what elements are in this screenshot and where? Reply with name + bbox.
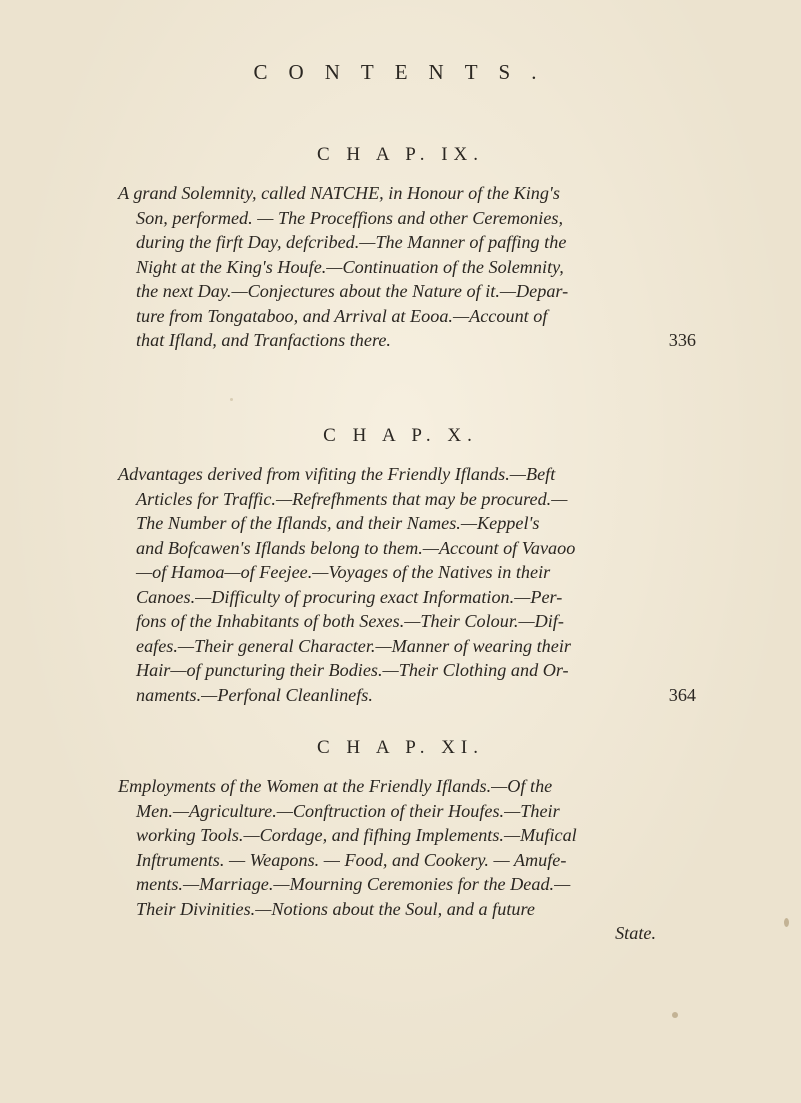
summary-line: during the firft Day, defcribed.—The Manner of paffing the xyxy=(136,232,567,252)
summary-line: Men.—Agriculture.—Conftruction of their Houfes.—Their xyxy=(136,800,560,821)
summary-line-last: State. xyxy=(615,923,656,943)
summary-line: Advantages derived from vifiting the Friendly Iflands.—Beft xyxy=(118,464,556,484)
summary-line: Canoes.—Difficulty of procuring exact Information.—Per- xyxy=(136,586,563,607)
foxing-spot xyxy=(230,398,233,401)
summary-line: fons of the Inhabitants of both Sexes.—Their Colour.—Dif- xyxy=(136,611,564,631)
summary-line: Articles for Traffic.—Refrefhments that may be procured.— xyxy=(136,488,568,509)
summary-line: —of Hamoa—of Feejee.—Voyages of the Natives in their xyxy=(136,562,551,582)
summary-line: Hair—of puncturing their Bodies.—Their Clothing and Or- xyxy=(136,660,569,680)
chapter-ix-heading: C H A P. IX. xyxy=(316,144,485,165)
summary-line: Night at the King's Houfe.—Continuation of the Solemnity, xyxy=(136,256,564,277)
summary-line: Their Divinities.—Notions about the Soul, and a future xyxy=(136,898,535,919)
summary-line: Son, performed. — The Proceffions and other Ceremonies, xyxy=(136,207,564,228)
page-number: 336 xyxy=(668,330,696,350)
summary-line: The Number of the Iflands, and their Names.—Keppel's xyxy=(136,513,540,533)
page-number: 364 xyxy=(668,684,696,705)
chapter-x-summary xyxy=(118,462,696,707)
chapter-ix-summary xyxy=(118,181,696,353)
summary-line: Inftruments. — Weapons. — Food, and Cookery. — Amufe- xyxy=(136,849,567,870)
summary-line: ments.—Marriage.—Mourning Ceremonies for the Dead.— xyxy=(136,874,571,894)
summary-line: Employments of the Women at the Friendly Iflands.—Of the xyxy=(118,776,553,796)
summary-line: eafes.—Their general Character.—Manner of wearing their xyxy=(136,635,571,656)
summary-line: working Tools.—Cordage, and fifhing Implements.—Mufical xyxy=(136,825,577,845)
summary-line: and Bofcawen's Iflands belong to them.—Account of Vavaoo xyxy=(136,537,576,558)
summary-line-last: that Ifland, and Tranfactions there. 336 xyxy=(118,328,696,353)
foxing-spot xyxy=(784,918,789,927)
chapter-xi-heading: C H A P. XI. xyxy=(316,737,485,758)
summary-line: A grand Solemnity, called NATCHE, in Honour of the King's xyxy=(118,183,560,203)
summary-line-last: naments.—Perfonal Cleanlinefs. 364 xyxy=(118,683,696,708)
foxing-spot xyxy=(672,1012,678,1018)
summary-line: ture from Tongataboo, and Arrival at Eooa.—Account of xyxy=(136,305,548,326)
chapter-x-heading: C H A P. X. xyxy=(323,425,478,446)
summary-line: the next Day.—Conjectures about the Nature of it.—Depar- xyxy=(136,281,569,301)
chapter-xi-summary xyxy=(118,774,696,946)
running-head: CONTENTS. xyxy=(253,60,558,84)
